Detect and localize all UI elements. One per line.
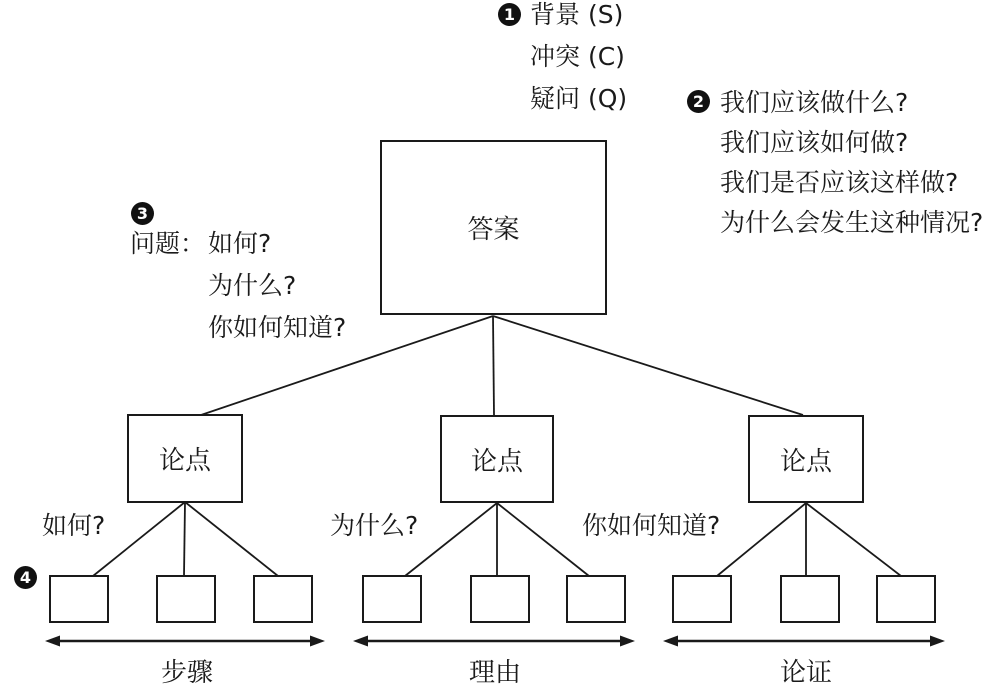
span-label-reasons: 理由 bbox=[468, 658, 522, 688]
support-box-2-1 bbox=[362, 575, 422, 623]
scqa-line-situation: 背景 (S) bbox=[530, 0, 624, 29]
new-question-know: 你如何知道? bbox=[208, 313, 347, 342]
support-box-2-2 bbox=[470, 575, 530, 623]
new-questions-prefix: 问题： bbox=[130, 229, 206, 258]
answer-label: 答案 bbox=[467, 215, 520, 245]
support-box-3-2 bbox=[780, 575, 840, 623]
support-box-1-3 bbox=[253, 575, 313, 623]
badge-3-icon: 3 bbox=[131, 202, 154, 225]
span-label-evidence: 论证 bbox=[779, 658, 833, 688]
span-arrow-steps bbox=[45, 636, 325, 647]
badge-2-icon: 2 bbox=[687, 90, 710, 113]
point2-to-support-lines bbox=[405, 503, 589, 576]
support-box-1-2 bbox=[156, 575, 216, 623]
audience-question-4: 为什么会发生这种情况? bbox=[720, 208, 984, 237]
support-box-1-1 bbox=[49, 575, 109, 623]
answer-box bbox=[380, 140, 607, 315]
support-box-3-3 bbox=[876, 575, 936, 623]
point-label-1: 论点 bbox=[158, 446, 211, 476]
audience-questions bbox=[720, 90, 983, 250]
span-arrow-reasons bbox=[353, 636, 635, 647]
point-box-2 bbox=[440, 415, 554, 503]
point-box-1 bbox=[127, 414, 243, 503]
branch-question-know: 你如何知道? bbox=[582, 511, 721, 540]
span-arrow-evidence bbox=[663, 636, 945, 647]
audience-question-3: 我们是否应该这样做? bbox=[720, 168, 959, 197]
badge-4-icon: 4 bbox=[14, 566, 37, 589]
support-box-2-3 bbox=[566, 575, 626, 623]
point-label-3: 论点 bbox=[779, 446, 832, 477]
scqa-line-question: 疑问 (Q) bbox=[530, 84, 628, 113]
point1-to-support-lines bbox=[93, 502, 278, 576]
point3-to-support-lines bbox=[717, 503, 901, 576]
new-question-how: 如何? bbox=[208, 229, 272, 258]
new-question-why: 为什么? bbox=[208, 271, 297, 300]
new-questions bbox=[208, 231, 346, 357]
branch-question-how: 如何? bbox=[42, 511, 106, 540]
point-box-3 bbox=[748, 415, 864, 503]
branch-question-why: 为什么? bbox=[330, 511, 419, 540]
support-box-3-1 bbox=[672, 575, 732, 623]
badge-1-icon: 1 bbox=[498, 3, 521, 26]
point-label-2: 论点 bbox=[470, 446, 523, 477]
span-label-steps: 步骤 bbox=[160, 658, 214, 688]
scqa-line-conflict: 冲突 (C) bbox=[530, 42, 625, 71]
audience-question-1: 我们应该做什么? bbox=[720, 88, 909, 117]
audience-question-2: 我们应该如何做? bbox=[720, 128, 909, 157]
scqa-legend bbox=[530, 2, 627, 128]
